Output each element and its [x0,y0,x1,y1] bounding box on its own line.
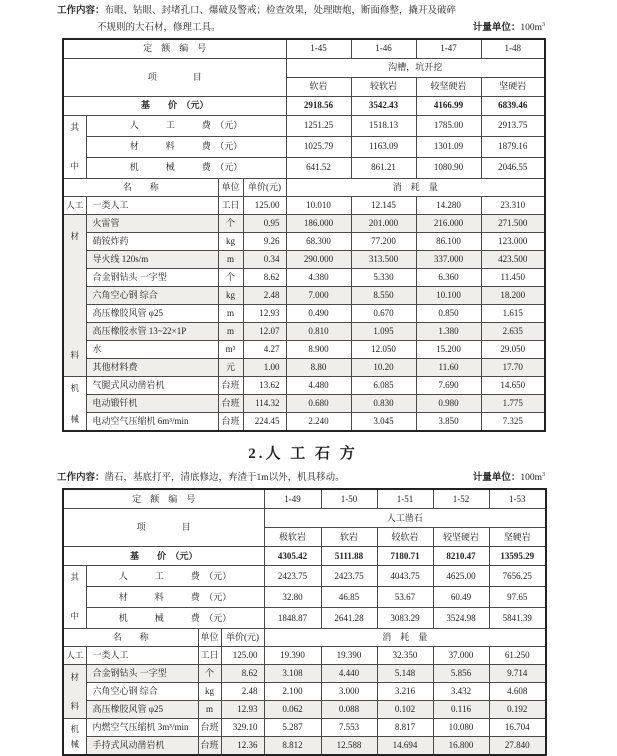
consumption-value: 8.80 [286,359,351,377]
consumption-value: 0.062 [264,701,321,719]
consumption-value: 2.240 [286,413,351,432]
worknote-line2: 不规则的大石材，修理工具。 [97,23,221,34]
item-unit: 台班 [198,737,221,756]
rock-type-cell: 坚硬岩 [489,528,546,547]
fee-label-cell: 机 械 费 （元） [86,608,264,629]
category-labor-cell: 人工 [63,197,86,215]
among-bottom: 中 [70,611,79,622]
consumption-value: 4.440 [321,665,377,683]
consumption-value: 1.775 [481,395,545,413]
item-price: 329.10 [221,719,264,737]
rock-type-cell: 较坚硬岩 [416,78,481,97]
group-header-cell: 沟槽，坑开挖 [286,59,545,78]
fee-value: 2641.28 [321,608,377,629]
fee-value: 861.21 [351,158,416,179]
item-name: 一类人工 [86,197,218,215]
item-unit: m [198,701,221,719]
consumption-value: 17.70 [481,359,545,377]
item-unit: 台班 [218,377,243,395]
consumption-value: 37.000 [433,647,489,665]
item-unit: m [218,251,243,269]
fee-value: 32.80 [264,587,321,608]
measure-unit-value: 100m [520,473,542,484]
fee-value: 2913.75 [481,116,545,137]
base-price-value: 3542.43 [351,97,416,116]
fee-value: 4625.00 [433,566,489,587]
fee-value: 7656.25 [489,566,546,587]
consumption-value: 16.800 [433,737,489,756]
rock-type-cell: 极软岩 [264,528,321,547]
item-unit: 台班 [218,413,243,432]
quota-code-cell: 1-49 [264,489,321,509]
base-price-value: 7180.71 [377,547,433,566]
item-unit: 台班 [218,395,243,413]
consumption-value: 3.000 [321,683,377,701]
fee-label-cell: 材 料 费 （元） [86,137,286,158]
fee-value: 1785.00 [416,116,481,137]
material-row [63,233,545,251]
worknote-label: 工作内容： [57,473,105,484]
name-header-cell: 名 称 [63,179,218,197]
item-group-row [63,509,546,528]
item-price: 2.48 [243,287,286,305]
quota-code-cell: 1-47 [416,39,481,59]
rock-type-cell: 较软岩 [351,78,416,97]
base-price-value: 13595.29 [489,547,546,566]
item-unit: kg [218,287,243,305]
consumption-value: 6.085 [351,377,416,395]
item-name: 导火线 120s/m [86,251,218,269]
item-name: 气腿式风动凿岩机 [86,377,218,395]
consumption-value: 16.704 [489,719,546,737]
consumption-value: 9.714 [489,665,546,683]
consumption-value: 4.480 [286,377,351,395]
consumption-value: 68.300 [286,233,351,251]
machine-row [63,719,546,737]
item-unit: 个 [218,215,243,233]
item-price: 12.93 [243,305,286,323]
consumption-value: 8.817 [377,719,433,737]
section-title: 2.人 工 石 方 [248,446,358,463]
consumption-value: 86.100 [416,233,481,251]
fee-row-machine [63,158,545,179]
consumption-value: 14.650 [481,377,545,395]
material-row [63,683,546,701]
consumption-value: 12.145 [351,197,416,215]
quota-code-cell: 1-45 [286,39,351,59]
item-price: 12.93 [221,701,264,719]
consumption-header-cell: 消 耗 量 [264,629,546,647]
name-header-cell: 名 称 [63,629,198,647]
quota-code-cell: 1-46 [351,39,416,59]
item-name: 硝铵炸药 [86,233,218,251]
consumption-value: 3.216 [377,683,433,701]
consumption-header-row [63,629,546,647]
consumption-value: 11.60 [416,359,481,377]
item-price: 0.34 [243,251,286,269]
item-label-cell: 项 目 [63,509,264,547]
item-unit: 工日 [198,647,221,665]
quota-code-cell: 1-52 [433,489,489,509]
among-top: 其 [70,572,79,583]
machine-row [63,737,546,756]
unit-header-cell: 单位 [218,179,243,197]
material-row [63,269,545,287]
item-price: 12.36 [221,737,264,756]
item-name: 六角空心钢 综合 [86,287,218,305]
fee-value: 1301.09 [416,137,481,158]
fee-value: 1251.25 [286,116,351,137]
measure-unit-value: 100m [520,23,542,34]
consumption-value: 19.390 [264,647,321,665]
base-price-label: 基 价 （元） [63,97,286,116]
category-material-cell [63,665,86,719]
item-unit: kg [198,683,221,701]
item-unit: 台班 [198,719,221,737]
consumption-value: 12.050 [351,341,416,359]
worknote-2 [57,468,545,485]
item-price: 125.00 [221,647,264,665]
category-machine-cell [63,377,86,432]
consumption-value: 3.432 [433,683,489,701]
item-name: 手持式风动凿岩机 [86,737,198,756]
material-row [63,287,545,305]
item-label-cell: 项 目 [63,59,286,97]
item-unit: 工日 [218,197,243,215]
item-price: 114.32 [243,395,286,413]
item-price: 1.00 [243,359,286,377]
material-row [63,215,545,233]
base-price-value: 8210.47 [433,547,489,566]
worknote-1 [57,4,545,35]
quota-table-2 [62,488,547,756]
labor-row [63,197,545,215]
item-name: 火雷管 [86,215,218,233]
material-row [63,341,545,359]
base-price-row [63,547,546,566]
item-price: 0.95 [243,215,286,233]
consumption-value: 0.102 [377,701,433,719]
item-price: 2.48 [221,683,264,701]
measure-unit-sup: 3 [542,22,545,28]
category-labor-cell: 人工 [63,647,86,665]
consumption-value: 3.850 [416,413,481,432]
item-unit: m [218,305,243,323]
price-header-cell: 单价(元) [243,179,286,197]
quota-code-cell: 1-48 [481,39,545,59]
fee-value: 60.49 [433,587,489,608]
base-price-value: 6839.46 [481,97,545,116]
fee-row-labor [63,566,546,587]
consumption-value: 32.350 [377,647,433,665]
consumption-header-row [63,179,545,197]
fee-value: 3083.29 [377,608,433,629]
machine-row [63,413,545,432]
consumption-value: 201.000 [351,215,416,233]
consumption-value: 7.325 [481,413,545,432]
item-unit: m³ [218,341,243,359]
rock-type-cell: 坚硬岩 [481,78,545,97]
consumption-value: 423.500 [481,251,545,269]
item-name: 合金钢钻头 一字型 [86,665,198,683]
item-name: 六角空心钢 综合 [86,683,198,701]
item-price: 224.45 [243,413,286,432]
fee-value: 5841.39 [489,608,546,629]
consumption-value: 4.380 [286,269,351,287]
fee-row-material [63,137,545,158]
consumption-value: 5.330 [351,269,416,287]
material-row [63,305,545,323]
consumption-value: 8.812 [264,737,321,756]
consumption-value: 18.200 [481,287,545,305]
category-machine-cell [63,719,86,756]
fee-label-cell: 材 料 费 （元） [86,587,264,608]
item-name: 高压橡胶风管 φ25 [86,305,218,323]
among-bottom: 中 [70,161,79,172]
material-row [63,665,546,683]
fee-row-machine [63,608,546,629]
consumption-value: 1.095 [351,323,416,341]
consumption-value: 1.380 [416,323,481,341]
worknote-line1: 布眼、钻眼、封堵孔口、爆破及警戒；检查效果，处理瞎炮，断面修整，撬开及破碎 [104,6,457,16]
item-name: 电动锻钎机 [86,395,218,413]
consumption-value: 23.310 [481,197,545,215]
consumption-value: 14.694 [377,737,433,756]
consumption-value: 0.830 [351,395,416,413]
consumption-value: 7.000 [286,287,351,305]
measure-unit [473,468,545,485]
category-material-top: 材 [70,230,79,241]
measure-unit-label: 计量单位： [472,473,521,484]
item-unit: 个 [198,665,221,683]
measure-unit [473,18,545,35]
consumption-value: 14.280 [416,197,481,215]
fee-label-cell: 人 工 费 （元） [86,116,286,137]
material-row [63,323,545,341]
item-name: 水 [86,341,218,359]
category-machine-bottom: 械 [70,413,79,424]
consumption-value: 29.050 [481,341,545,359]
base-price-value: 4166.99 [416,97,481,116]
measure-unit-sup: 3 [542,472,545,479]
consumption-value: 0.680 [286,395,351,413]
quota-code-cell: 1-51 [377,489,433,509]
fee-value: 46.85 [321,587,377,608]
machine-row [63,395,545,413]
fee-value: 1518.13 [351,116,416,137]
item-unit: 元 [218,359,243,377]
consumption-value: 2.635 [481,323,545,341]
consumption-value: 77.200 [351,233,416,251]
consumption-value: 12.588 [321,737,377,756]
item-name: 合金钢钻头 一字型 [86,269,218,287]
among-which-cell [63,566,86,629]
quota-code-row [63,489,546,509]
fee-value: 1163.09 [351,137,416,158]
item-unit: m [218,323,243,341]
base-price-label: 基 价 （元） [63,547,264,566]
consumption-value: 8.900 [286,341,351,359]
consumption-value: 3.045 [351,413,416,432]
quota-label-cell: 定 额 编 号 [63,39,286,59]
category-material-bottom: 料 [70,700,79,711]
consumption-value: 19.390 [321,647,377,665]
worknote-line1: 凿石，基底打平，清底修边，弃渣于1m以外，机具移动。 [104,473,345,484]
quota-code-row [63,39,545,59]
item-price: 125.00 [243,197,286,215]
consumption-value: 0.980 [416,395,481,413]
labor-row [63,647,546,665]
consumption-value: 5.856 [433,665,489,683]
consumption-value: 123.000 [481,233,545,251]
consumption-value: 0.670 [351,305,416,323]
rock-type-cell: 较坚硬岩 [433,528,489,547]
item-price: 13.62 [243,377,286,395]
rock-type-cell: 软岩 [286,78,351,97]
item-unit: kg [218,233,243,251]
consumption-value: 10.010 [286,197,351,215]
category-machine-bottom: 械 [70,738,79,749]
consumption-value: 7.553 [321,719,377,737]
item-name: 内燃空气压缩机 3m³/min [86,719,198,737]
fee-value: 1879.16 [481,137,545,158]
item-price: 8.62 [243,269,286,287]
fee-value: 97.65 [489,587,546,608]
fee-row-material [63,587,546,608]
base-price-value: 2918.56 [286,97,351,116]
consumption-value: 216.000 [416,215,481,233]
item-name: 高压橡胶水管 13~22×1P [86,323,218,341]
quota-code-cell: 1-53 [489,489,546,509]
item-group-row [63,59,545,78]
consumption-value: 0.116 [433,701,489,719]
consumption-value: 11.450 [481,269,545,287]
consumption-header-cell: 消 耗 量 [286,179,545,197]
consumption-value: 10.20 [351,359,416,377]
consumption-value: 8.550 [351,287,416,305]
consumption-value: 10.080 [433,719,489,737]
price-header-cell: 单价(元) [221,629,264,647]
category-material-top: 材 [70,671,79,682]
quota-code-cell: 1-50 [321,489,377,509]
consumption-value: 61.250 [489,647,546,665]
unit-header-cell: 单位 [198,629,221,647]
item-name: 一类人工 [86,647,198,665]
quota-table-1 [62,38,546,432]
fee-value: 1848.87 [264,608,321,629]
item-price: 9.26 [243,233,286,251]
group-header-cell: 人工凿石 [264,509,546,528]
worknote-label: 工作内容： [57,6,105,16]
category-material-bottom: 料 [70,349,79,360]
fee-value: 53.67 [377,587,433,608]
consumption-value: 0.088 [321,701,377,719]
fee-value: 2423.75 [264,566,321,587]
rock-type-cell: 较软岩 [377,528,433,547]
consumption-value: 5.287 [264,719,321,737]
among-top: 其 [70,122,79,133]
consumption-value: 6.360 [416,269,481,287]
fee-value: 3524.98 [433,608,489,629]
fee-label-cell: 机 械 费 （元） [86,158,286,179]
consumption-value: 271.500 [481,215,545,233]
category-material-cell [63,215,86,377]
category-machine-top: 机 [70,382,79,393]
rock-type-cell: 软岩 [321,528,377,547]
base-price-value: 4305.42 [264,547,321,566]
item-price: 4.27 [243,341,286,359]
quota-label-cell: 定 额 编 号 [63,489,264,509]
among-which-cell [63,116,86,179]
consumption-value: 186.000 [286,215,351,233]
consumption-value: 1.615 [481,305,545,323]
fee-value: 1080.90 [416,158,481,179]
fee-value: 2423.75 [321,566,377,587]
fee-value: 4043.75 [377,566,433,587]
consumption-value: 7.690 [416,377,481,395]
consumption-value: 337.000 [416,251,481,269]
consumption-value: 3.108 [264,665,321,683]
measure-unit-label: 计量单位： [472,23,521,34]
item-name: 电动空气压缩机 6m³/min [86,413,218,432]
fee-value: 2046.55 [481,158,545,179]
consumption-value: 0.810 [286,323,351,341]
material-row [63,701,546,719]
consumption-value: 2.100 [264,683,321,701]
fee-row-labor [63,116,545,137]
consumption-value: 313.500 [351,251,416,269]
consumption-value: 4.608 [489,683,546,701]
consumption-value: 10.100 [416,287,481,305]
fee-value: 641.52 [286,158,351,179]
material-row [63,359,545,377]
consumption-value: 5.148 [377,665,433,683]
machine-row [63,377,545,395]
item-name: 高压橡胶风管 φ25 [86,701,198,719]
item-unit: 个 [218,269,243,287]
consumption-value: 27.840 [489,737,546,756]
item-name: 其他材料费 [86,359,218,377]
consumption-value: 0.192 [489,701,546,719]
fee-label-cell: 人 工 费 （元） [86,566,264,587]
item-price: 8.62 [221,665,264,683]
fee-value: 1025.79 [286,137,351,158]
item-price: 12.07 [243,323,286,341]
category-machine-top: 机 [70,723,79,734]
base-price-row [63,97,545,116]
material-row [63,251,545,269]
consumption-value: 0.490 [286,305,351,323]
consumption-value: 15.200 [416,341,481,359]
consumption-value: 0.850 [416,305,481,323]
consumption-value: 290.000 [286,251,351,269]
base-price-value: 5111.88 [321,547,377,566]
